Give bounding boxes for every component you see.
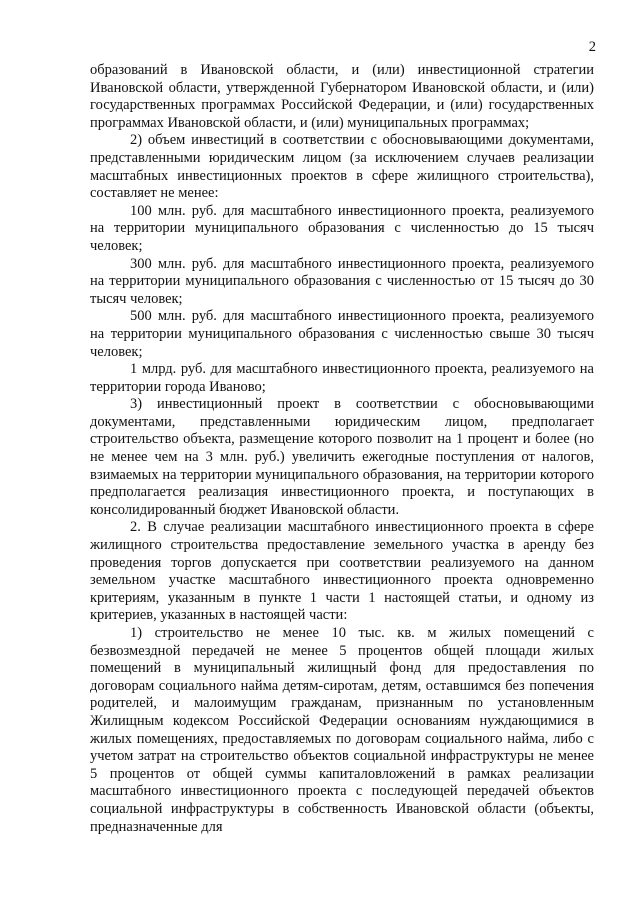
paragraph: 1 млрд. руб. для масштабного инвестиционного проекта, реализуемого на территории города Иваново; [90, 361, 594, 395]
paragraph: 100 млн. руб. для масштабного инвестиционного проекта, реализуемого на территории муниципального образования с численностью до 15 тысяч человек; [90, 202, 594, 254]
paragraph: 500 млн. руб. для масштабного инвестиционного проекта, реализуемого на территории муниципального образования с численностью свыше 30 тысяч человек; [90, 308, 594, 360]
paragraph: 1) строительство не менее 10 тыс. кв. м жилых помещений с безвозмездной передачей не менее 5 процентов общей площади жилых помещений в муниципальный жилищный фонд для предоставления по договорам социального найма детям-сиротам, детям, оставшимся без попечения родителей, и малоимущим гражданам, признанным по установленным Жилищным кодексом Российской Федерации основаниям нуждающимися в жилых помещениях, предоставляемых по договорам социального найма, либо с учетом затрат на строительство объектов социальной инфраструктуры не менее 5 процентов от общей суммы капиталовложений в рамках реализации масштабного инвестиционного проекта с последующей передачей объектов социальной инфраструктуры в собственность Ивановской области (объекты, предназначенные для [90, 625, 594, 835]
paragraph: 3) инвестиционный проект в соответствии с обосновывающими документами, представленными юридическим лицом, предполагает строительство объекта, размещение которого позволит на 1 процент и более (но не менее чем на 3 млн. руб.) увеличить ежегодные поступления от налогов, взимаемых на территории муниципального образования, на территории которого предполагается реализация инвестиционного проекта, и поступающих в консолидированный бюджет Ивановской области. [90, 396, 594, 518]
paragraph: 2. В случае реализации масштабного инвестиционного проекта в сфере жилищного строительства предоставление земельного участка в аренду без проведения торгов допускается при соответствии реализуемого на данном земельном участке масштабного инвестиционного проекта одновременно критериям, указанным в пункте 1 части 1 настоящей статьи, и одному из критериев, указанных в настоящей части: [90, 519, 594, 624]
paragraph: 300 млн. руб. для масштабного инвестиционного проекта, реализуемого на территории муниципального образования с численностью от 15 тысяч до 30 тысяч человек; [90, 255, 594, 307]
paragraph: 2) объем инвестиций в соответствии с обосновывающими документами, представленными юридическим лицом (за исключением случаев реализации масштабных инвестиционных проектов в сфере жилищного строительства), составляет не менее: [90, 132, 594, 202]
paragraph: образований в Ивановской области, и (или) инвестиционной стратегии Ивановской области, утвержденной Губернатором Ивановской области, и (или) государственных программах Российской Федерации, и (или) государственных программах Ивановской области, и (или) муниципальных программах; [90, 62, 594, 131]
page-number: 2 [588, 39, 596, 55]
document-body [90, 62, 594, 836]
